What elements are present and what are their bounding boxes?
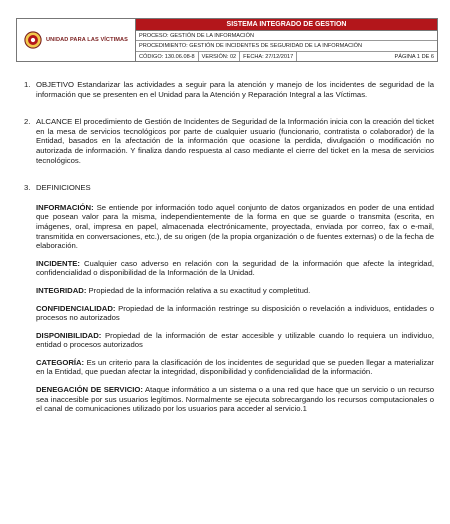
- definitions-list: [36, 203, 434, 414]
- section-heading: OBJETIVO: [36, 80, 75, 89]
- header-pagina: PÁGINA 1 DE 6: [394, 53, 434, 60]
- definition-term: INFORMACIÓN:: [36, 202, 94, 212]
- definition-item: [36, 358, 434, 377]
- section-definiciones: [24, 183, 434, 193]
- section-alcance: [24, 117, 434, 165]
- definition-text: Se entiende por información todo aquel conjunto de datos organizados en poder de una entidad que posean valor para la misma, independientemente de la forma en que se guarde o transmita (escrita, en imágenes, oral, impresa en papel, almacenada electrónicamente, proyectada, enviada por correo, fax o e-mail, transmitida en conversaciones, etc.), de su origen (de la propia organización o de fuentes externas) o de la fecha de elaboración.: [36, 202, 434, 251]
- definition-text: Propiedad de la información restringe su disposición o revelación a individuos, entidades o procesos no autorizados: [36, 303, 434, 323]
- header-version: VERSIÓN: 02: [199, 52, 241, 61]
- definition-item: [36, 203, 434, 251]
- section-heading: DEFINICIONES: [36, 183, 91, 193]
- header-info: [136, 19, 437, 61]
- header-fecha: FECHA: 27/12/2017: [240, 52, 297, 61]
- definition-term: INTEGRIDAD:: [36, 285, 87, 295]
- definition-text: Propiedad de la información de estar accesible y utilizable cuando lo requiera un individuo, entidad o procesos autorizados: [36, 330, 434, 350]
- definition-term: CONFIDENCIALIDAD:: [36, 303, 116, 313]
- header-proceso: PROCESO: GESTIÓN DE LA INFORMACIÓN: [136, 31, 437, 41]
- document-header-table: [16, 18, 438, 62]
- header-title: SISTEMA INTEGRADO DE GESTION: [136, 19, 437, 31]
- definition-item: [36, 304, 434, 323]
- document-body: [24, 80, 434, 422]
- definition-item: [36, 286, 434, 296]
- definition-item: [36, 259, 434, 278]
- definition-term: CATEGORÍA:: [36, 357, 85, 367]
- section-objetivo: [24, 80, 434, 99]
- section-number: 3.: [24, 183, 31, 193]
- logo-cell: [17, 19, 136, 61]
- definition-item: [36, 385, 434, 414]
- section-heading: ALCANCE: [36, 117, 73, 127]
- logo-text: UNIDAD PARA LAS VÍCTIMAS: [46, 37, 128, 43]
- section-number: 1.: [24, 80, 31, 89]
- header-codigo: CÓDIGO: 130.06.08-8: [136, 52, 199, 61]
- definition-term: DENEGACIÓN DE SERVICIO:: [36, 385, 143, 395]
- header-procedimiento: PROCEDIMIENTO: GESTIÓN DE INCIDENTES DE SEGURIDAD DE LA INFORMACIÓN: [136, 41, 437, 51]
- definition-text: Propiedad de la información relativa a su exactitud y completitud.: [86, 285, 311, 295]
- header-meta-row: [136, 52, 437, 61]
- section-text: El procedimiento de Gestión de Incidentes de Seguridad de la Información inicia con la creación del ticket en la mesa de servicios tecnológicos por parte de cualquier usuario (funcionario, contratista o colaborador) de la Entidad, basados en la afectación de la información que ocasione la perdida, divulgación o modificación no autorizada de información. Y finaliza dando respuesta al caso mediante el cierre del ticket en la mesa de servicios tecnológicos.: [36, 117, 434, 165]
- definition-term: DISPONIBILIDAD:: [36, 330, 102, 340]
- definition-text: Es un criterio para la clasificación de los incidentes de seguridad que se pueden llegar a materializar en la Entidad, que puedan afectar la integridad, disponibilidad y confidencialidad de la información.: [36, 357, 434, 377]
- section-number: 2.: [24, 117, 31, 127]
- definition-term: INCIDENTE:: [36, 258, 80, 268]
- section-text: Estandarizar las actividades a seguir para la atención y manejo de los incidentes de seguridad de la información que se presenten en el Unidad para la Atención y Reparación Integral a las Víctimas.: [36, 80, 434, 99]
- seal-icon: [24, 31, 42, 49]
- definition-text: Cualquier caso adverso en relación con la seguridad de la información que afecte la integridad, confidencialidad o disponibilidad de la Información de la Unidad.: [36, 258, 434, 278]
- definition-item: [36, 331, 434, 350]
- definition-text: Ataque informático a un sistema o a una red que hace que un servicio o un recurso sea inaccesible por sus usuarios legítimos. Normalmente se ejecuta sobrecargando los recursos computacionales o el canal de comunicaciones utilizado por los usuarios para acceder al servicio.1: [36, 385, 435, 414]
